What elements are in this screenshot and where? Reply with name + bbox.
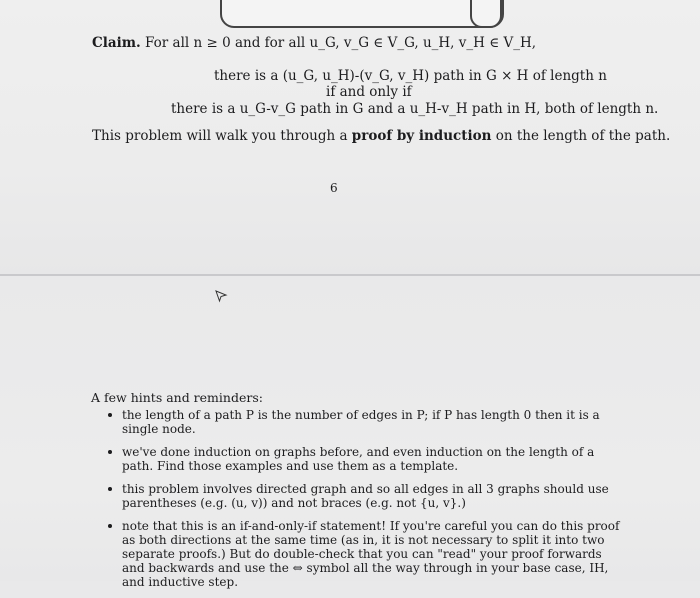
- hints-title: A few hints and reminders:: [91, 390, 263, 405]
- intro-after: on the length of the path.: [491, 128, 671, 144]
- hint-item: note that this is an if-and-only-if statement! If you're careful you can do this proof as both directions at the same time (as in, it is not necessary to split it into two separate proofs.) But do double-check that you can "read" your proof forwards and backwards and use the ⇔ symbol all the way through in your base case, IH, and inductive step.: [104, 519, 624, 589]
- claim-heading: [92, 35, 536, 51]
- page-number: 6: [330, 181, 338, 195]
- hint-item: this problem involves directed graph and so all edges in all 3 graphs should use parentheses (e.g. (u, v)) and not braces (e.g. not {u, v}.): [104, 482, 624, 510]
- radio-button[interactable]: [470, 0, 502, 28]
- claim-text: For all n ≥ 0 and for all u_G, v_G ∈ V_G, u_H, v_H ∈ V_H,: [145, 35, 537, 51]
- intro-text: [92, 128, 670, 144]
- hints-list: [104, 408, 624, 598]
- claim-line-3: there is a u_G-v_G path in G and a u_H-v_H path in H, both of length n.: [171, 101, 659, 117]
- answer-box: [220, 0, 504, 28]
- hint-item: the length of a path P is the number of edges in P; if P has length 0 then it is a single node.: [104, 408, 624, 436]
- claim-label: Claim.: [92, 35, 141, 51]
- intro-emphasis: proof by induction: [351, 128, 492, 144]
- cursor-icon: [214, 289, 228, 303]
- claim-line-2: if and only if: [326, 84, 412, 100]
- claim-line-1: there is a (u_G, u_H)-(v_G, v_H) path in G × H of length n: [214, 68, 607, 84]
- intro-before: This problem will walk you through a: [92, 128, 352, 144]
- hint-item: we've done induction on graphs before, and even induction on the length of a path. Find those examples and use them as a template.: [104, 445, 624, 473]
